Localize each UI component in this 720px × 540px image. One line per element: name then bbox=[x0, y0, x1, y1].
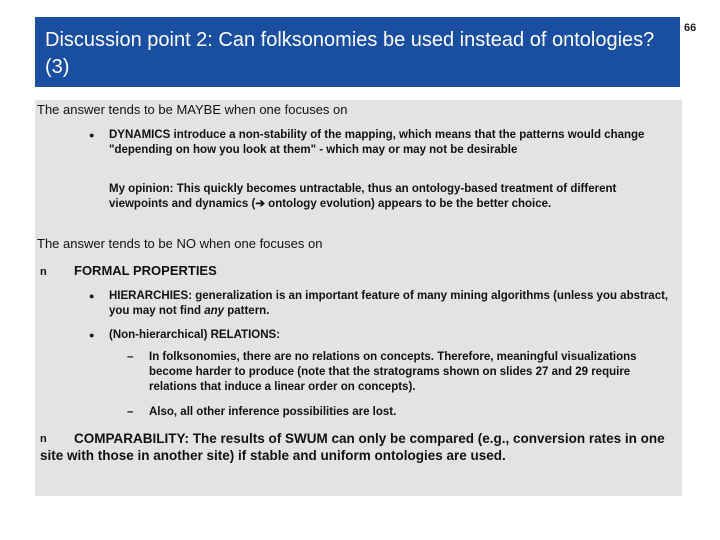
sub-bullet-inference bbox=[127, 405, 677, 420]
dot-bullet-icon: ● bbox=[89, 330, 95, 340]
dynamics-text: DYNAMICS introduce a non-stability of the mapping, which means that the patterns would change "depending on how you look at them" - which may or may not be desirable bbox=[109, 129, 645, 156]
comparability-text: COMPARABILITY: The results of SWUM can only be compared (e.g., conversion rates in one site with those in another site) if stable and uniform ontologies are used. bbox=[40, 431, 665, 463]
hierarchies-emphasis: any bbox=[204, 305, 225, 317]
dot-bullet-icon: ● bbox=[89, 291, 95, 301]
hierarchies-text-2: pattern. bbox=[224, 305, 270, 317]
opinion-paragraph bbox=[109, 182, 674, 212]
content-panel bbox=[35, 100, 682, 496]
lead-maybe: The answer tends to be MAYBE when one focuses on bbox=[37, 102, 348, 117]
dash-bullet-icon: – bbox=[127, 406, 134, 418]
bullet-hierarchies bbox=[89, 289, 674, 319]
square-bullet-icon: n bbox=[40, 266, 47, 278]
lead-no: The answer tends to be NO when one focuses on bbox=[37, 236, 323, 251]
relations-text: (Non-hierarchical) RELATIONS: bbox=[109, 329, 281, 341]
sub-bullet-no-relations bbox=[127, 350, 677, 395]
square-bullet-icon: n bbox=[40, 433, 47, 445]
hierarchies-text-1: HIERARCHIES: generalization is an important feature of many mining algorithms (unless you abstract, you may not find bbox=[109, 290, 669, 317]
dot-bullet-icon: ● bbox=[89, 130, 95, 140]
page-number: 66 bbox=[684, 22, 697, 34]
slide-title: Discussion point 2: Can folksonomies be used instead of ontologies? (3) bbox=[45, 29, 655, 78]
dash-bullet-icon: – bbox=[127, 351, 134, 363]
bullet-comparability bbox=[40, 430, 680, 464]
opinion-text-1: My opinion: This quickly becomes untractable, thus an ontology-based treatment of different viewpoints and dynamics ( bbox=[109, 183, 617, 210]
opinion-text-2: ontology evolution) appears to be the better choice. bbox=[264, 198, 552, 210]
bullet-formal-properties bbox=[40, 263, 217, 278]
relations-sub2-text: Also, all other inference possibilities are lost. bbox=[149, 406, 397, 418]
bullet-dynamics bbox=[89, 128, 674, 158]
bullet-relations bbox=[89, 328, 674, 343]
title-bar bbox=[35, 17, 680, 87]
arrow-right-icon: ➔ bbox=[255, 198, 265, 210]
formal-properties-text: FORMAL PROPERTIES bbox=[74, 263, 217, 278]
relations-sub1-text: In folksonomies, there are no relations on concepts. Therefore, meaningful visualizations become harder to produce (note that the stratograms shown on slides 27 and 29 require relations that induce a linear order on concepts). bbox=[149, 351, 637, 393]
